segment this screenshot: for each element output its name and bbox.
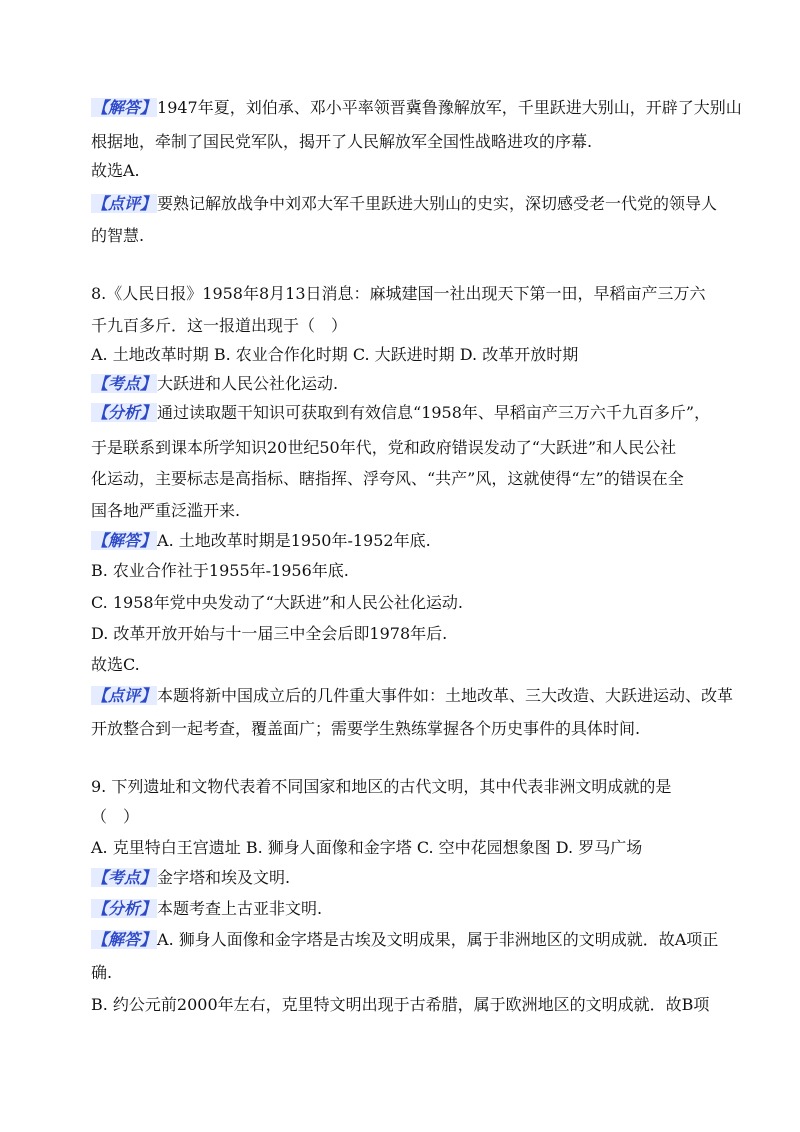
- q8-analysis-line-3: 化运动，主要标志是高指标、瞎指挥、浮夸风、“共产”风，这就使得“左”的错误在全: [91, 469, 684, 488]
- answer-tag: 【解答】: [92, 531, 157, 550]
- q8-stem-line-1: 8.《人民日报》1958年8月13日消息：麻城建国一社出现天下第一田，早稻亩产三万六: [91, 284, 706, 303]
- q8-analysis-line-4: 国各地严重泛滥开来.: [91, 501, 241, 520]
- key-point-tag: 【考点】: [92, 374, 157, 393]
- q9-options: A. 克里特白王宫遗址 B. 狮身人面像和金字塔 C. 空中花园想象图 D. 罗马广场: [91, 838, 643, 857]
- q7-answer-line-2: 根据地，牵制了国民党军队，揭开了人民解放军全国性战略进攻的序幕.: [91, 132, 593, 151]
- q8-answer-b: B. 农业合作社于1955年-1956年底.: [91, 561, 349, 580]
- q9-answer-line-1: 【解答】A. 狮身人面像和金字塔是古埃及文明成果，属于非洲地区的文明成就．故A项正: [92, 930, 719, 949]
- q8-answer-c: C. 1958年党中央发动了“大跃进”和人民公社化运动.: [91, 593, 464, 612]
- q8-comment-line-2: 开放整合到一起考查，覆盖面广；需要学生熟练掌握各个历史事件的具体时间.: [91, 719, 641, 738]
- q9-answer-line-2: 确.: [91, 963, 113, 982]
- q9-analysis: 【分析】本题考查上古亚非文明.: [92, 899, 323, 918]
- q9-stem-line-2: （ ）: [91, 807, 140, 826]
- q8-key-point: 【考点】大跃进和人民公社化运动.: [92, 374, 339, 393]
- q8-analysis-line-2: 于是联系到课本所学知识20世纪50年代，党和政府错误发动了“大跃进”和人民公社: [91, 438, 677, 457]
- q9-stem-line-1: 9. 下列遗址和文物代表着不同国家和地区的古代文明，其中代表非洲文明成就的是: [91, 777, 672, 796]
- q8-analysis-line-1: 【分析】通过读取题干知识可获取到有效信息“1958年、早稻亩产三万六千九百多斤”，: [92, 403, 711, 422]
- comment-tag: 【点评】: [92, 686, 157, 705]
- q8-options: A. 土地改革时期 B. 农业合作化时期 C. 大跃进时期 D. 改革开放时期: [91, 345, 579, 364]
- q8-answer-d: D. 改革开放开始与十一届三中全会后即1978年后.: [91, 624, 448, 643]
- q8-stem-line-2: 千九百多斤．这一报道出现于（ ）: [91, 316, 348, 335]
- q8-comment-line-1: 【点评】本题将新中国成立后的几件重大事件如：土地改革、三大改造、大跃进运动、改革: [92, 686, 734, 705]
- key-point-tag: 【考点】: [92, 868, 157, 887]
- analysis-tag: 【分析】: [92, 899, 157, 918]
- comment-tag: 【点评】: [92, 194, 157, 213]
- q7-answer-line-1: 【解答】1947年夏，刘伯承、邓小平率领晋冀鲁豫解放军，千里跃进大别山，开辟了大别山: [92, 98, 742, 117]
- q7-comment-line-2: 的智慧.: [91, 226, 145, 245]
- analysis-tag: 【分析】: [92, 403, 157, 422]
- q8-choice: 故选C.: [91, 655, 140, 674]
- q7-comment-line-1: 【点评】要熟记解放战争中刘邓大军千里跃进大别山的史实，深切感受老一代党的领导人: [92, 194, 718, 213]
- q9-answer-b-line-1: B. 约公元前2000年左右，克里特文明出现于古希腊，属于欧洲地区的文明成就．故B项: [91, 995, 710, 1014]
- answer-tag: 【解答】: [92, 930, 157, 949]
- answer-tag: 【解答】: [92, 98, 157, 117]
- q9-key-point: 【考点】金字塔和埃及文明.: [92, 868, 291, 887]
- q7-choice: 故选A.: [91, 161, 140, 180]
- q8-answer-a: 【解答】A. 土地改革时期是1950年-1952年底.: [92, 531, 431, 550]
